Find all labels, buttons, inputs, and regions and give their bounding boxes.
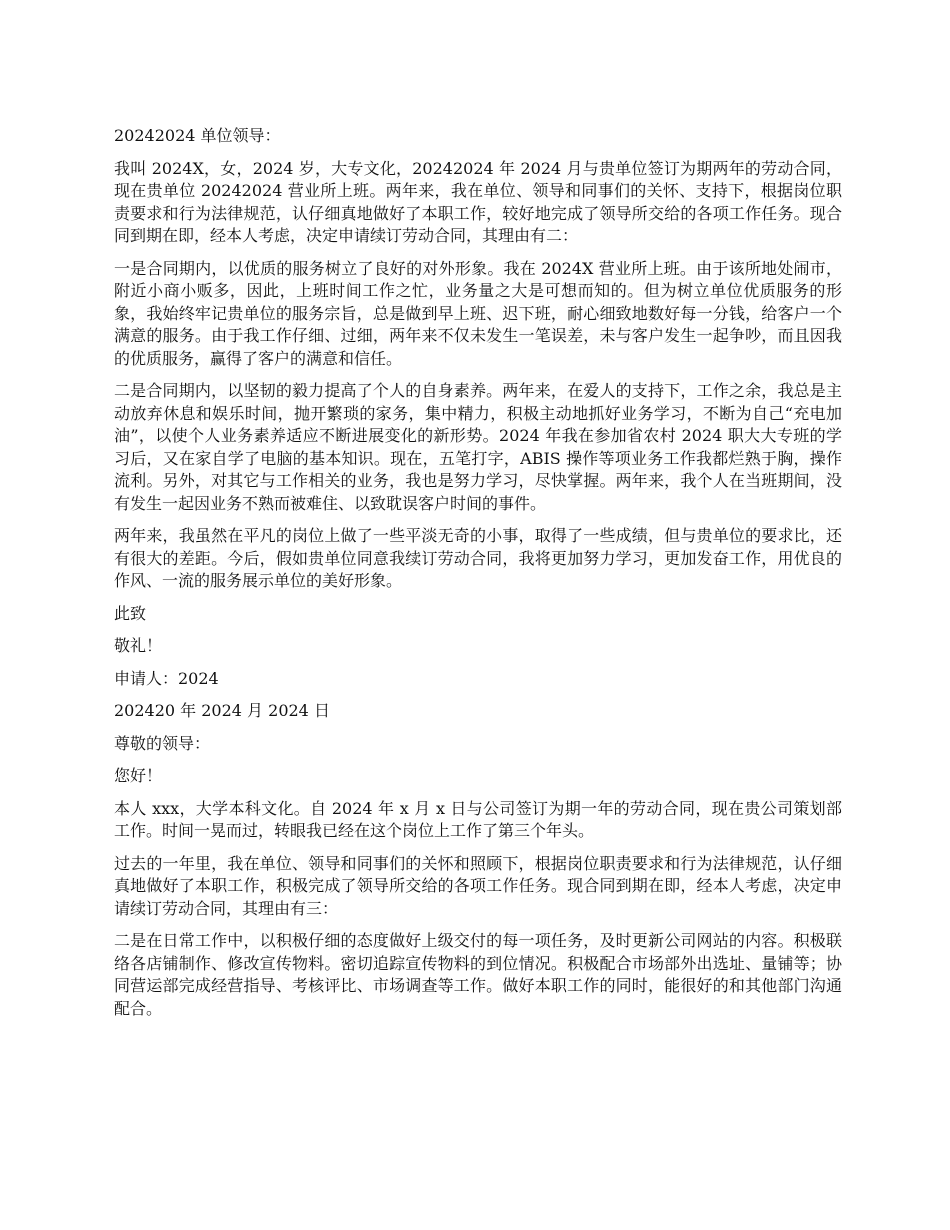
applicant-line: 申请人：2024 (114, 668, 219, 688)
reason-paragraph-1: 一是合同期内，以优质的服务树立了良好的对外形象。我在 2024X 营业所上班。由于该所地处闹市，附近小商小贩多，因此，上班时间工作之忙，业务量之大是可想而知的。但为树立单位优质服务的形象，我始终牢记贵单位的服务宗旨，总是做到早上班、迟下班，耐心细致地数好每一分钱，给客户一个满意的服务。由于我工作仔细、过细，两年来不仅未发生一笔误差，未与客户发生一起争吵，而且因我的优质服务，赢得了客户的满意和信任。 (114, 258, 842, 368)
date-line: 202420 年 2024 月 2024 日 (114, 701, 330, 720)
conclusion-paragraph-1: 两年来，我虽然在平凡的岗位上做了一些平淡无奇的小事，取得了一些成绩，但与贵单位的要求比，还有很大的差距。今后，假如贵单位同意我续订劳动合同，我将更加努力学习，更加发奋工作，用优良的作风、一流的服务展示单位的美好形象。 (114, 526, 842, 590)
reason-paragraph-2: 二是合同期内，以坚韧的毅力提高了个人的自身素养。两年来，在爱人的支持下，工作之余，我总是主动放弃休息和娱乐时间，抛开繁琐的家务，集中精力，积极主动地抓好业务学习，不断为自己“充电加油”，以使个人业务素养适应不断进展变化的新形势。2024 年我在参加省农村 2024 职大大专班的学习后，又在家自学了电脑的基本知识。现在，五笔打字，ABIS 操作等项业务工作我都烂熟于胸，操作流利。另外，对其它与工作相关的业务，我也是努力学习，尽快掌握。两年来，我个人在当班期间，没有发生一起因业务不熟而被难住、以致耽误客户时间的事件。 (114, 381, 842, 513)
greeting-line: 您好！ (114, 766, 163, 785)
closing-line-2: 敬礼！ (114, 636, 163, 655)
background-paragraph-2: 过去的一年里，我在单位、领导和同事们的关怀和照顾下，根据岗位职责要求和行为法律规范，认仔细真地做好了本职工作，积极完成了领导所交给的各项工作任务。现合同到期在即，经本人考虑，决定申请续订劳动合同，其理由有三： (114, 853, 842, 918)
document-body (114, 125, 842, 1030)
salutation-2: 尊敬的领导： (114, 733, 211, 753)
intro-paragraph-1: 我叫 2024X，女，2024 岁，大专文化，20242024 年 2024 月与贵单位签订为期两年的劳动合同，现在贵单位 20242024 营业所上班。两年来，我在单位、领导和同事们的关怀、支持下，根据岗位职责要求和行为法律规范，认仔细真地做好了本职工作，较好地完成了领导所交给的各项工作任务。现合同到期在即，经本人考虑，决定申请续订劳动合同，其理由有二： (114, 158, 842, 245)
intro-paragraph-2: 本人 xxx，大学本科文化。自 2024 年 x 月 x 日与公司签订为期一年的劳动合同，现在贵公司策划部工作。时间一晃而过，转眼我已经在这个岗位上工作了第三个年头。 (114, 798, 842, 840)
salutation-1: 20242024 单位领导： (114, 126, 281, 145)
reason-paragraph-3: 二是在日常工作中，以积极仔细的态度做好上级交付的每一项任务，及时更新公司网站的内容。积极联络各店铺制作、修改宣传物料。密切追踪宣传物料的到位情况。积极配合市场部外出选址、量铺等；协同营运部完成经营指导、考核评比、市场调查等工作。做好本职工作的同时，能很好的和其他部门沟通配合。 (114, 931, 842, 1018)
closing-line-1: 此致 (114, 603, 147, 623)
